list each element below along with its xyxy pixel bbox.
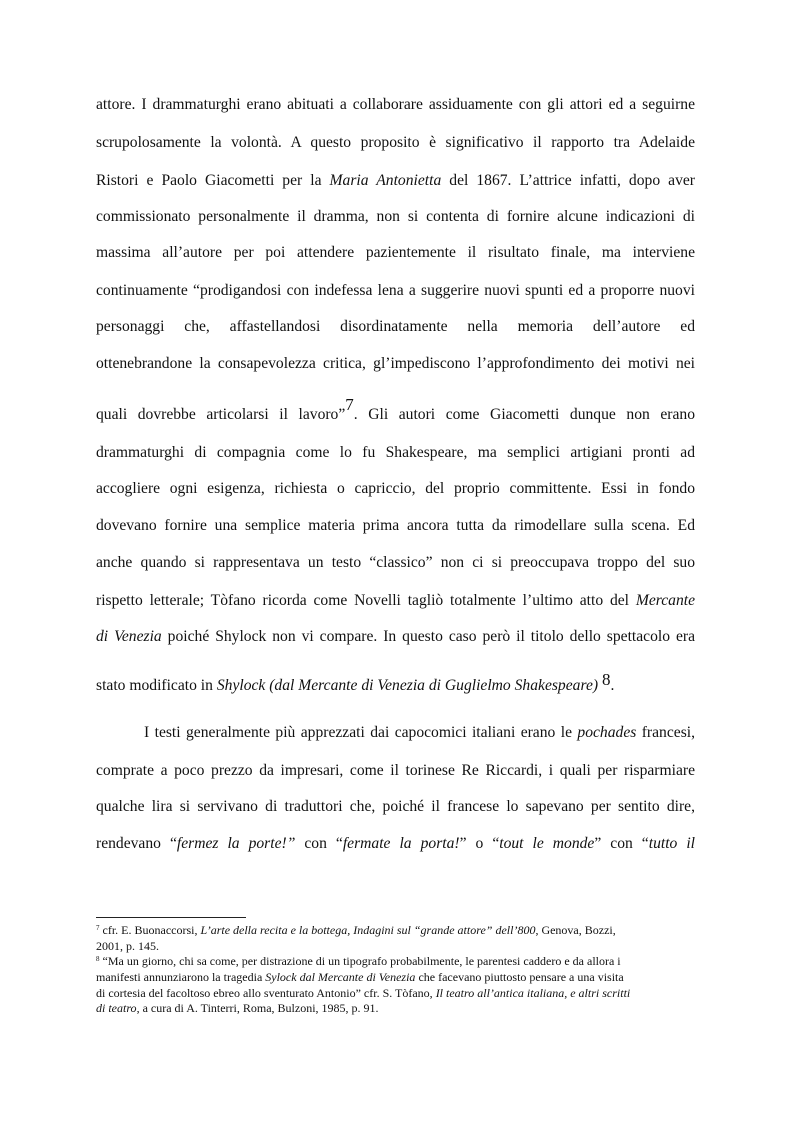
body-line [96, 443, 695, 463]
body-line [96, 591, 695, 611]
italic-text: Mercante [635, 592, 695, 609]
text-run: manifesti annunziarono la tragedia [96, 970, 266, 984]
text-run: “Ma un giorno, chi sa come, per distrazione di un tipografo probabilmente, le parentesi caddero e da allora i [99, 954, 621, 968]
body-line [144, 723, 695, 743]
body-line [96, 317, 695, 337]
footnote-marker: 8 [601, 670, 611, 689]
text-run: Ristori e Paolo Giacometti per la [96, 172, 330, 189]
text-run: dovevano fornire una semplice materia prima ancora tutta da rimodellare sulla scena. Ed [96, 517, 695, 534]
text-run: commissionato personalmente il dramma, non si contenta di fornire alcune indicazioni di [96, 208, 695, 225]
italic-text: di Venezia [96, 628, 162, 645]
body-line [96, 281, 695, 301]
italic-text: Shylock (dal Mercante di Venezia di Guglielmo Shakespeare) [216, 677, 599, 694]
text-run: cfr. E. Buonaccorsi, [99, 923, 201, 937]
footnote-line [96, 939, 695, 953]
text-run: che facevano piuttosto pensare a una visita [415, 970, 624, 984]
text-run: ” con “ [594, 835, 649, 852]
body-line [96, 797, 695, 817]
italic-text: fermez la porte!” [176, 835, 296, 852]
footnote-line [96, 986, 695, 1000]
body-line [96, 395, 695, 425]
footnote-line [96, 1001, 695, 1015]
italic-text: Maria Antonietta [329, 172, 442, 189]
footnote-marker: 7 [345, 395, 354, 414]
text-run: rispetto letterale; Tòfano ricorda come Novelli tagliò totalmente l’ultimo atto del [96, 592, 636, 609]
text-run: quali dovrebbe articolarsi il lavoro” [96, 406, 346, 423]
text-run: stato modificato in [96, 677, 217, 694]
text-run: . [610, 677, 615, 694]
text-run: , Genova, Bozzi, [535, 923, 616, 937]
text-run: massima all’autore per poi attendere pazientemente il risultato finale, ma interviene [96, 244, 695, 261]
text-run: 2001, p. 145. [96, 939, 159, 953]
footnote-line [96, 970, 695, 984]
text-run: . Gli autori come Giacometti dunque non erano [353, 406, 695, 423]
body-line [96, 243, 695, 263]
italic-text: di teatro [96, 1001, 137, 1015]
body-line [96, 670, 695, 696]
body-line [96, 761, 695, 781]
text-run: anche quando si rappresentava un testo “classico” non ci si preoccupava troppo del suo [96, 554, 695, 571]
text-run: qualche lira si servivano di traduttori che, poiché il francese lo sapevano per sentito dire, [96, 798, 695, 815]
text-run: comprate a poco prezzo da impresari, come il torinese Re Riccardi, i quali per risparmiare [96, 762, 695, 779]
text-run: rendevano “ [96, 835, 177, 852]
text-run: con “ [295, 835, 343, 852]
italic-text: tout le monde [499, 835, 595, 852]
italic-text: tutto il [648, 835, 695, 852]
text-run: scrupolosamente la volontà. A questo proposito è significativo il rapporto tra Adelaide [96, 134, 695, 151]
text-run: francesi, [636, 724, 695, 741]
footnote-separator [96, 917, 246, 918]
text-run: , a cura di A. Tinterri, Roma, Bulzoni, 1985, p. 91. [136, 1001, 379, 1015]
text-run: personaggi che, affastellandosi disordinatamente nella memoria dell’autore ed [96, 318, 695, 335]
text-run: continuamente “prodigandosi con indefessa lena a suggerire nuovi spunti ed a proporre nuovi [96, 282, 695, 299]
footnote-line [96, 923, 695, 939]
body-line [96, 834, 695, 854]
text-run: ” o “ [459, 835, 500, 852]
text-run: accogliere ogni esigenza, richiesta o capriccio, del proprio committente. Essi in fondo [96, 480, 695, 497]
italic-text: pochades [577, 724, 637, 741]
body-line [96, 207, 695, 227]
footnote-marker: 8 [96, 955, 100, 963]
italic-text: Il teatro all’antica italiana, e altri scritti [435, 986, 631, 1000]
text-run: I testi generalmente più apprezzati dai capocomici italiani erano le [144, 724, 578, 741]
italic-text: L’arte della recita e la bottega, Indagini sul “grande attore” dell’800 [200, 923, 536, 937]
italic-text: Sylock dal Mercante di Venezia [265, 970, 416, 984]
text-run: attore. I drammaturghi erano abituati a collaborare assiduamente con gli attori ed a seguirne [96, 96, 695, 113]
footnote-line [96, 954, 695, 970]
body-line [96, 133, 695, 153]
body-line [96, 627, 695, 647]
text-run: drammaturghi di compagnia come lo fu Shakespeare, ma semplici artigiani pronti ad [96, 444, 695, 461]
text-run: ottenebrandone la consapevolezza critica, gl’impediscono l’approfondimento dei motivi nei [96, 355, 695, 372]
text-run: di cortesia del facoltoso ebreo allo sventurato Antonio” cfr. S. Tòfano, [96, 986, 436, 1000]
body-line [96, 354, 695, 374]
body-line [96, 95, 695, 115]
text-run: del 1867. L’attrice infatti, dopo aver [441, 172, 695, 189]
footnote-marker: 7 [96, 924, 100, 932]
body-line [96, 516, 695, 536]
italic-text: fermate la porta! [342, 835, 460, 852]
body-line [96, 171, 695, 191]
body-line [96, 553, 695, 573]
text-run: poiché Shylock non vi compare. In questo caso però il titolo dello spettacolo era [161, 628, 695, 645]
body-line [96, 479, 695, 499]
